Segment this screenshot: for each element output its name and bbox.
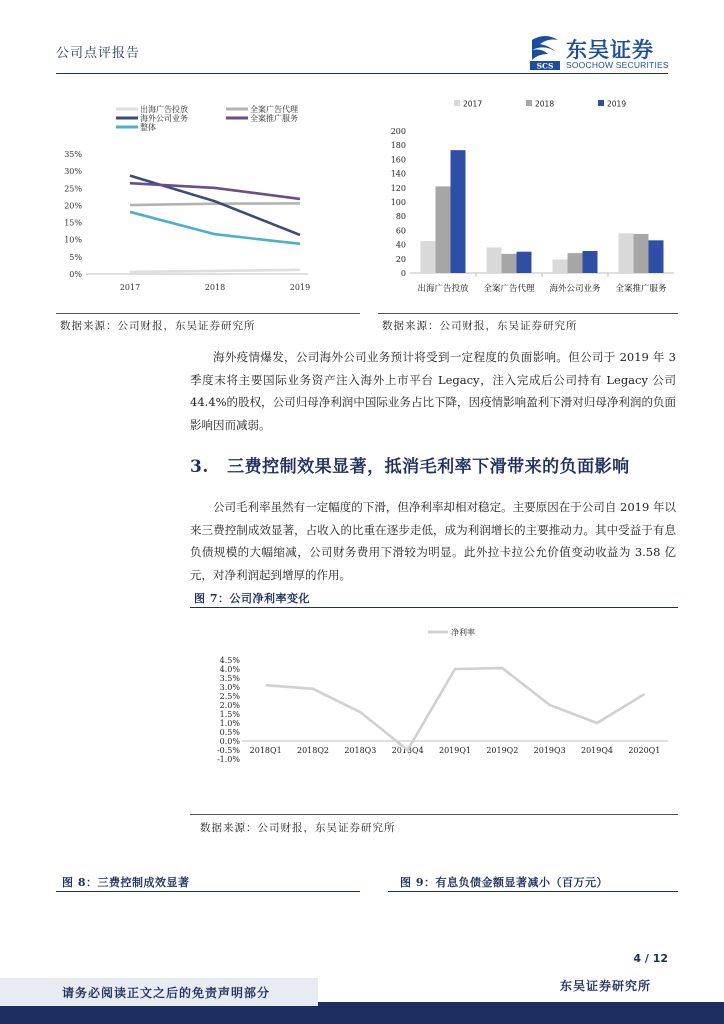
figure9-rule bbox=[388, 891, 678, 892]
y-tick-label: 1.0% bbox=[219, 719, 240, 728]
section-heading bbox=[190, 452, 630, 477]
x-tick-label: 2017 bbox=[119, 283, 141, 292]
chart-right-source: 数据来源：公司财报，东吴证券研究所 bbox=[382, 320, 578, 332]
chart-right-container bbox=[378, 96, 678, 306]
paragraph-expense-control-text: 公司毛利率虽然有一定幅度的下滑，但净利率却相对稳定。主要原因在于公司自 2019 年以来三费控制成效显著，占收入的比重在逐步走低，成为利润增长的主要推动力。其中受益于有息负债规模的大幅缩减，公司财务费用下滑较为明显。此外拉卡拉公允价值变动收益为 3.58 亿元，对净利润起到增厚的作用。 bbox=[190, 500, 676, 582]
section-number: 3. bbox=[190, 457, 209, 477]
x-tick-label: 2018Q4 bbox=[391, 746, 424, 755]
chart-left bbox=[56, 96, 356, 300]
bar bbox=[436, 186, 451, 273]
y-tick-label: 0 bbox=[400, 269, 406, 278]
y-tick-label: 2.0% bbox=[219, 701, 240, 710]
figure8-caption: 图 8：三费控制成效显著 bbox=[62, 876, 190, 889]
y-tick-label: 20% bbox=[64, 201, 82, 211]
figure7-caption: 图 7：公司净利率变化 bbox=[194, 592, 310, 605]
x-tick-label: 2018Q3 bbox=[344, 746, 377, 755]
bar bbox=[568, 253, 583, 273]
y-tick-label: 140 bbox=[390, 169, 406, 179]
series-line bbox=[266, 668, 645, 750]
y-tick-label: 0% bbox=[69, 270, 82, 279]
y-tick-label: 35% bbox=[64, 150, 82, 159]
y-tick-label: 1.5% bbox=[219, 710, 240, 719]
bar bbox=[634, 234, 649, 273]
x-tick-label: 2019 bbox=[289, 283, 311, 292]
series-line bbox=[130, 183, 300, 199]
y-tick-label: 160 bbox=[390, 155, 406, 165]
x-tick-label: 2018Q1 bbox=[249, 746, 282, 755]
company-logo bbox=[528, 34, 678, 74]
chart-net-margin bbox=[190, 612, 678, 808]
y-tick-label: 60 bbox=[395, 226, 406, 236]
legend-label: 2018 bbox=[535, 99, 555, 109]
x-tick-label: 出海广告投放 bbox=[417, 284, 469, 294]
bar bbox=[451, 150, 466, 273]
y-tick-label: 80 bbox=[395, 212, 406, 222]
logo-mark-text: SCS bbox=[536, 61, 554, 71]
bar bbox=[502, 254, 517, 273]
x-tick-label: 全案广告代理 bbox=[483, 284, 535, 294]
y-tick-label: 200 bbox=[390, 127, 406, 136]
y-tick-label: 3.5% bbox=[219, 674, 240, 683]
y-tick-label: -1.0% bbox=[216, 755, 240, 764]
x-tick-label: 海外公司业务 bbox=[549, 284, 601, 294]
header-rule bbox=[56, 73, 668, 74]
legend-label: 净利率 bbox=[451, 628, 475, 637]
y-tick-label: 0.5% bbox=[219, 728, 240, 737]
bar bbox=[583, 251, 598, 273]
y-tick-label: 25% bbox=[64, 184, 82, 194]
report-type-label: 公司点评报告 bbox=[56, 46, 141, 61]
figure7-bottom-rule bbox=[190, 814, 678, 815]
chart-left-divider bbox=[56, 313, 360, 314]
y-tick-label: 4.5% bbox=[219, 656, 240, 665]
x-tick-label: 2018 bbox=[204, 283, 226, 292]
chart-right bbox=[378, 96, 678, 306]
legend-label: 海外公司业务 bbox=[140, 114, 188, 123]
bar bbox=[619, 233, 634, 273]
legend-swatch bbox=[526, 100, 532, 106]
logo-english-name: SOOCHOW SECURITIES bbox=[566, 60, 669, 70]
y-tick-label: 15% bbox=[64, 218, 82, 228]
x-tick-label: 2020Q1 bbox=[628, 746, 661, 755]
logo-chinese-name: 东吴证券 bbox=[566, 38, 654, 62]
legend-label: 出海广告投放 bbox=[140, 105, 188, 114]
paragraph-overseas bbox=[190, 346, 676, 436]
figure7-container bbox=[190, 612, 678, 808]
legend-label: 全案广告代理 bbox=[250, 105, 298, 114]
figure9-caption: 图 9：有息负债金额显著减小（百万元） bbox=[400, 876, 608, 889]
x-tick-label: 2019Q3 bbox=[533, 746, 566, 755]
legend-label: 2017 bbox=[463, 99, 483, 109]
y-tick-label: 120 bbox=[390, 183, 406, 193]
legend bbox=[454, 100, 626, 109]
chart-right-divider bbox=[378, 313, 678, 314]
x-tick-label: 全案推广服务 bbox=[615, 284, 667, 294]
legend bbox=[116, 104, 298, 132]
figure8-rule bbox=[56, 891, 360, 892]
footer-institute: 东吴证券研究所 bbox=[560, 979, 652, 993]
bar bbox=[517, 252, 532, 273]
figure7-top-rule bbox=[190, 607, 678, 608]
y-tick-label: 10% bbox=[64, 235, 82, 245]
y-tick-label: 0.0% bbox=[219, 737, 240, 746]
y-tick-label: 20 bbox=[395, 254, 406, 264]
section-title: 三费控制效果显著，抵消毛利率下滑带来的负面影响 bbox=[227, 457, 630, 477]
page-number: 4 / 12 bbox=[633, 952, 668, 965]
logo-mark-icon bbox=[528, 34, 562, 72]
bar bbox=[553, 260, 568, 273]
chart-left-container bbox=[56, 96, 356, 300]
series-line bbox=[130, 203, 300, 205]
legend-swatch bbox=[454, 100, 460, 106]
legend-label: 整体 bbox=[140, 123, 156, 132]
paragraph-expense-control bbox=[190, 496, 676, 586]
bar bbox=[421, 241, 436, 273]
y-tick-label: 30% bbox=[64, 167, 82, 177]
bar bbox=[487, 247, 502, 273]
footer-disclaimer: 请务必阅读正文之后的免责声明部分 bbox=[62, 986, 271, 1000]
series-line bbox=[130, 212, 300, 244]
figure7-source: 数据来源：公司财报，东吴证券研究所 bbox=[200, 822, 396, 834]
legend bbox=[428, 627, 475, 637]
paragraph-overseas-text: 海外疫情爆发，公司海外公司业务预计将受到一定程度的负面影响。但公司于 2019 年 3 季度末将主要国际业务资产注入海外上市平台 Legacy，注入完成后公司持有 Legacy 公司 44.4%的股权，公司归母净利润中国际业务占比下降，因疫情影响盈利下滑对归母净利润的负面影响因而减弱。 bbox=[190, 350, 676, 432]
chart-left-source: 数据来源：公司财报，东吴证券研究所 bbox=[60, 320, 256, 332]
series-line bbox=[130, 270, 300, 272]
x-tick-label: 2019Q2 bbox=[486, 746, 519, 755]
legend-swatch bbox=[598, 100, 604, 106]
y-tick-label: 100 bbox=[390, 198, 406, 207]
x-tick-label: 2018Q2 bbox=[296, 746, 330, 755]
legend-label: 2019 bbox=[607, 99, 627, 109]
y-tick-label: 2.5% bbox=[219, 692, 240, 701]
y-tick-label: 3.0% bbox=[219, 683, 240, 692]
bar bbox=[649, 240, 664, 273]
y-tick-label: 5% bbox=[69, 252, 82, 262]
y-tick-label: -0.5% bbox=[216, 746, 240, 755]
y-tick-label: 40 bbox=[395, 240, 406, 250]
x-tick-label: 2019Q4 bbox=[580, 746, 614, 755]
y-tick-label: 180 bbox=[390, 141, 406, 151]
x-tick-label: 2019Q1 bbox=[438, 746, 472, 755]
y-tick-label: 4.0% bbox=[219, 665, 240, 674]
legend-label: 全案推广服务 bbox=[250, 114, 298, 123]
